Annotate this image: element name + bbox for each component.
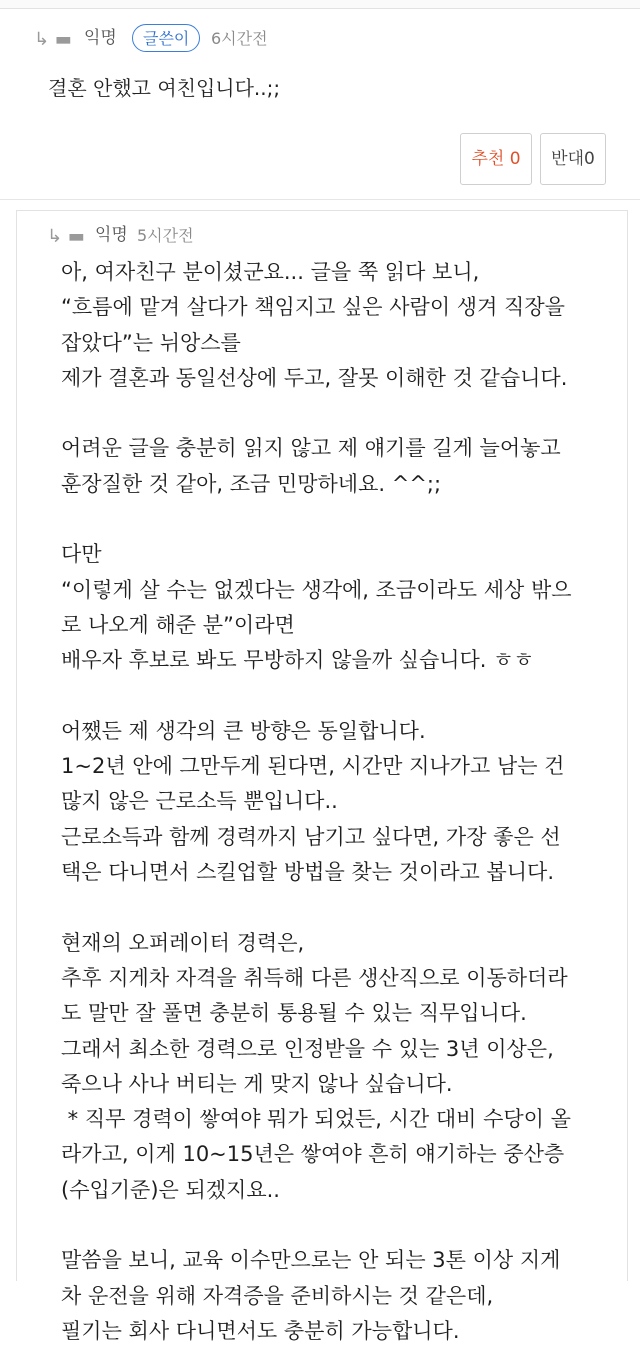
- comment-body-line: 추후 지게차 자격을 취득해 다른 생산직으로 이동하더라: [61, 965, 568, 990]
- comment-body: [61, 255, 621, 1349]
- comment-body-line: (수입기준)은 되겠지요..: [61, 1177, 280, 1202]
- comment-body: 결혼 안했고 여친입니다..;;: [48, 76, 281, 100]
- reply-arrow-icon: ↳ ▬: [47, 226, 85, 247]
- comment-body-line: [61, 1208, 621, 1243]
- comment-body-line: 차 운전을 위해 자격증을 준비하시는 것 같은데,: [61, 1283, 494, 1308]
- comment-body-line: 근로소득과 함께 경력까지 남기고 싶다면, 가장 좋은 선: [61, 824, 561, 849]
- comment-author: 익명: [95, 225, 128, 245]
- comment-body-line: 그래서 최소한 경력으로 인정받을 수 있는 3년 이상은,: [61, 1036, 554, 1061]
- previous-comment-edge: [0, 0, 640, 9]
- comment-body-line: 어려운 글을 충분히 읽지 않고 제 얘기를 길게 늘어놓고: [61, 436, 561, 461]
- comment-body-line: 제가 결혼과 동일선상에 두고, 잘못 이해한 것 같습니다.: [61, 365, 568, 390]
- comment-body-line: 1~2년 안에 그만두게 된다면, 시간만 지나가고 남는 건: [61, 754, 565, 779]
- comment-body-line: 택은 다니면서 스킬업할 방법을 찾는 것이라고 봅니다.: [61, 860, 555, 885]
- comment-author: 익명: [84, 28, 117, 48]
- comment-timestamp: 6시간전: [211, 29, 268, 48]
- reply-arrow-icon: ↳ ▬: [34, 29, 72, 50]
- comment-body-line: [61, 679, 621, 714]
- comment-body-line: 현재의 오퍼레이터 경력은,: [61, 930, 305, 955]
- comment-body-line: 라가고, 이게 10~15년은 쌓여야 흔히 얘기하는 중산층: [61, 1142, 565, 1167]
- comment-timestamp: 5시간전: [137, 226, 194, 245]
- comment-body-line: 어쨌든 제 생각의 큰 방향은 동일합니다.: [61, 718, 426, 743]
- comment-body-line: 다만: [61, 542, 102, 567]
- comment-body-line: 배우자 후보로 봐도 무방하지 않을까 싶습니다. ㅎㅎ: [61, 648, 534, 673]
- comment-body-line: 도 말만 잘 풀면 충분히 통용될 수 있는 직무입니다.: [61, 1001, 527, 1026]
- reply-comment-author: [0, 9, 640, 200]
- comment-body-line: 잡았다”는 뉘앙스를: [61, 330, 241, 355]
- upvote-button[interactable]: 추천 0: [460, 133, 532, 185]
- comment-body-line: 필기는 회사 다니면서도 충분히 가능합니다.: [61, 1318, 460, 1343]
- comment-body-line: 많지 않은 근로소득 뿐입니다..: [61, 789, 338, 814]
- author-badge: 글쓴이: [132, 24, 200, 52]
- comment-body-line: [61, 396, 621, 431]
- downvote-button[interactable]: 반대0: [540, 133, 606, 185]
- comment-body-line: [61, 890, 621, 925]
- comment-body-line: “흐름에 맡겨 살다가 책임지고 싶은 사람이 생겨 직장을: [61, 295, 565, 320]
- comment-body-line: 죽으나 사나 버티는 게 맞지 않나 싶습니다.: [61, 1071, 453, 1096]
- comment-body-line: 말씀을 보니, 교육 이수만으로는 안 되는 3톤 이상 지게: [61, 1248, 561, 1273]
- comment-body-line: [61, 502, 621, 537]
- comment-body-line: 훈장질한 것 같아, 조금 민망하네요. ^^;;: [61, 471, 442, 496]
- comment-body-line: 로 나오게 해준 분”이라면: [61, 612, 295, 637]
- comment-body-line: * 직무 경력이 쌓여야 뭐가 되었든, 시간 대비 수당이 올: [61, 1107, 571, 1132]
- comment-body-line: “이렇게 살 수는 없겠다는 생각에, 조금이라도 세상 밖으: [61, 577, 572, 602]
- comment-body-line: 아, 여자친구 분이셨군요... 글을 쭉 읽다 보니,: [61, 260, 480, 284]
- reply-comment: [16, 210, 628, 1343]
